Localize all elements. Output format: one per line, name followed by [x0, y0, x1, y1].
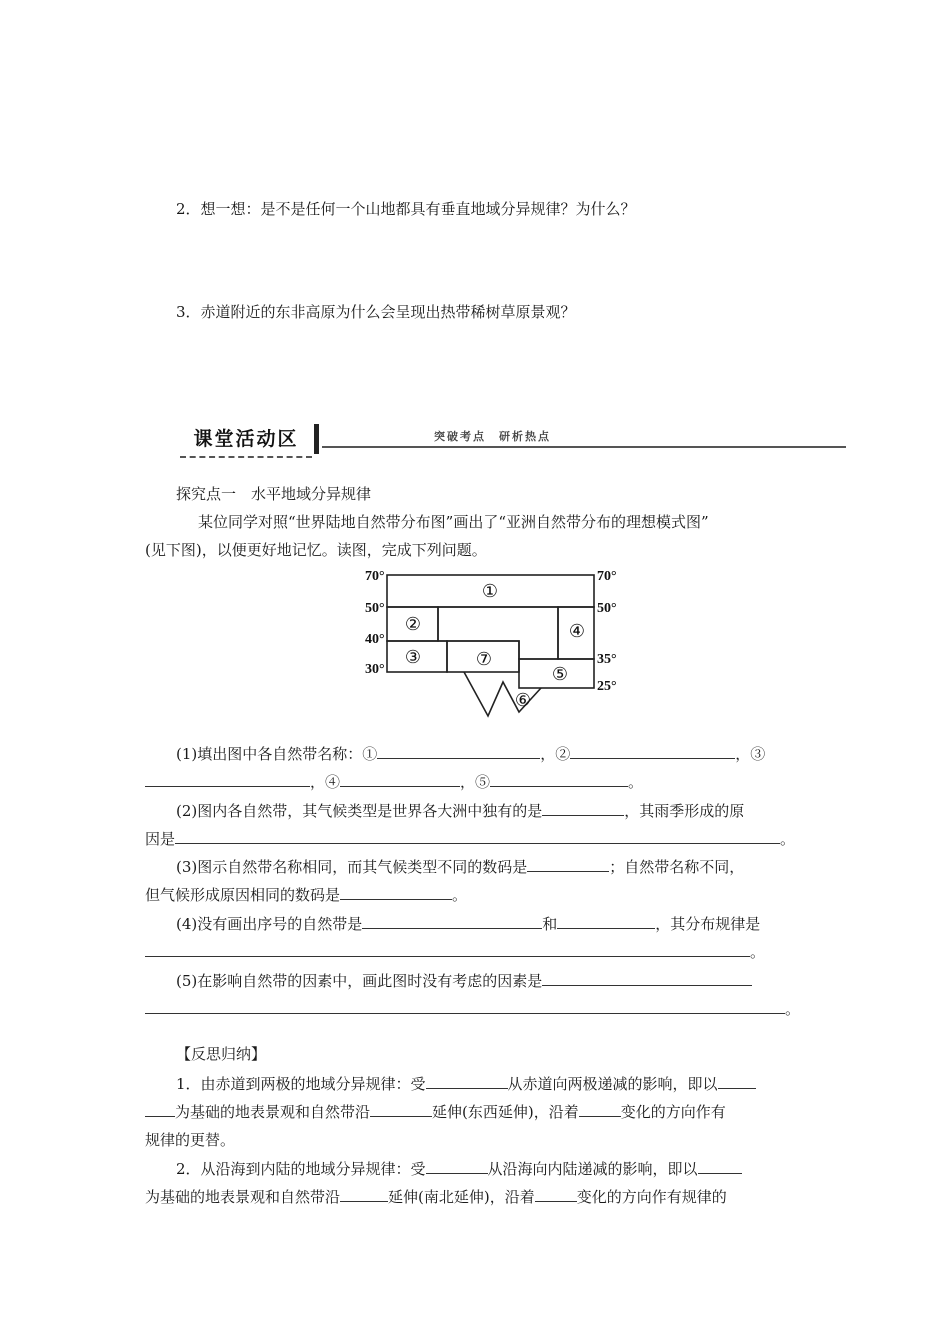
blank-zone-4[interactable] — [340, 769, 460, 787]
q4-line-2: 。 — [145, 939, 810, 965]
reflect-p1-line-2: 为基础的地表景观和自然带沿 延伸(东西延伸)，沿着 变化的方向作有 — [145, 1099, 810, 1125]
blank-zone-3[interactable] — [145, 769, 310, 787]
blank-zone-1[interactable] — [377, 741, 540, 759]
lat-label-right-35: 35° — [597, 652, 617, 667]
banner-rule — [322, 446, 846, 448]
lat-label-left-40: 40° — [365, 632, 385, 647]
section-heading: 探究点一 水平地域分异规律 — [176, 485, 372, 503]
intro-line-1: 某位同学对照“世界陆地自然带分布图”画出了“亚洲自然带分布的理想模式图” — [198, 513, 709, 531]
zone-label-4: ④ — [568, 621, 586, 641]
lat-label-left-50: 50° — [365, 601, 385, 616]
banner-divider — [314, 424, 319, 454]
blank-p2-basis[interactable] — [698, 1156, 742, 1174]
question-3: 3．赤道附近的东非高原为什么会呈现出热带稀树草原景观？ — [176, 303, 576, 321]
blank-zone-2[interactable] — [570, 741, 735, 759]
zone-label-6: ⑥ — [514, 690, 532, 710]
blank-p2-direction[interactable] — [535, 1184, 577, 1202]
section-banner-subtitle: 突破考点 研析热点 — [434, 430, 551, 443]
q2-line-2: 因是 。 — [145, 826, 810, 852]
lat-label-left-30: 30° — [365, 662, 385, 677]
blank-p2-factor[interactable] — [426, 1156, 488, 1174]
lat-label-right-70: 70° — [597, 569, 617, 584]
q5-line-1: (5)在影响自然带的因素中，画此图时没有考虑的因素是 — [176, 968, 841, 994]
zone-label-7: ⑦ — [475, 649, 493, 669]
section-banner-title: 课堂活动区 — [193, 428, 299, 450]
blank-distribution-rule[interactable] — [145, 939, 750, 957]
blank-p1-factor[interactable] — [426, 1071, 508, 1089]
lat-label-right-50: 50° — [597, 601, 617, 616]
reflect-p2-line-2: 为基础的地表景观和自然带沿 延伸(南北延伸)，沿着 变化的方向作有规律的 — [145, 1184, 810, 1210]
blank-p1-extend[interactable] — [370, 1099, 432, 1117]
blank-missing-factor[interactable] — [542, 968, 752, 986]
intro-line-2: (见下图)，以便更好地记忆。读图，完成下列问题。 — [145, 541, 487, 559]
blank-p1-basis-b[interactable] — [145, 1099, 175, 1117]
q2-line-1: (2)图内各自然带，其气候类型是世界各大洲中独有的是 ，其雨季形成的原 — [176, 798, 841, 824]
question-2: 2．想一想：是不是任何一个山地都具有垂直地域分异规律？为什么？ — [176, 200, 636, 218]
q1-line-2: ，④ ，⑤ 。 — [145, 769, 810, 795]
lat-label-right-25: 25° — [597, 679, 617, 694]
blank-unnumbered-zone-a[interactable] — [362, 911, 542, 929]
lat-label-left-70: 70° — [365, 569, 385, 584]
reflection-heading: 【反思归纳】 — [176, 1045, 267, 1063]
zone-label-1: ① — [481, 581, 499, 601]
q5-line-2: 。 — [145, 996, 810, 1022]
q3-line-1: (3)图示自然带名称相同，而其气候类型不同的数码是 ；自然带名称不同， — [176, 854, 841, 880]
blank-same-name-diff-climate[interactable] — [527, 854, 609, 872]
blank-same-cause[interactable] — [340, 882, 452, 900]
blank-zone-5[interactable] — [490, 769, 628, 787]
q4-line-1: (4)没有画出序号的自然带是 和 ，其分布规律是 — [176, 911, 841, 937]
blank-p1-basis-a[interactable] — [718, 1071, 756, 1089]
blank-p2-extend[interactable] — [340, 1184, 388, 1202]
zone-label-5: ⑤ — [551, 664, 569, 684]
zone-label-3: ③ — [404, 647, 422, 667]
reflect-p1-line-1: 1．由赤道到两极的地域分异规律：受 从赤道向两极递减的影响，即以 — [176, 1071, 841, 1097]
banner-dashed-underline — [180, 456, 312, 458]
q3-line-2: 但气候形成原因相同的数码是 。 — [145, 882, 810, 908]
zone-label-2: ② — [404, 614, 422, 634]
blank-rainy-season-cause[interactable] — [175, 826, 780, 844]
zone-box-center — [438, 607, 558, 659]
asia-natural-zone-diagram — [355, 562, 635, 722]
blank-missing-factor-cont[interactable] — [145, 996, 785, 1014]
blank-unique-climate[interactable] — [542, 798, 624, 816]
blank-unnumbered-zone-b[interactable] — [557, 911, 655, 929]
q1-line-1: (1)填出图中各自然带名称：① ，② ，③ — [176, 741, 841, 767]
reflect-p1-line-3: 规律的更替。 — [145, 1131, 236, 1149]
reflect-p2-line-1: 2．从沿海到内陆的地域分异规律：受 从沿海向内陆递减的影响，即以 — [176, 1156, 841, 1182]
blank-p1-direction[interactable] — [579, 1099, 621, 1117]
